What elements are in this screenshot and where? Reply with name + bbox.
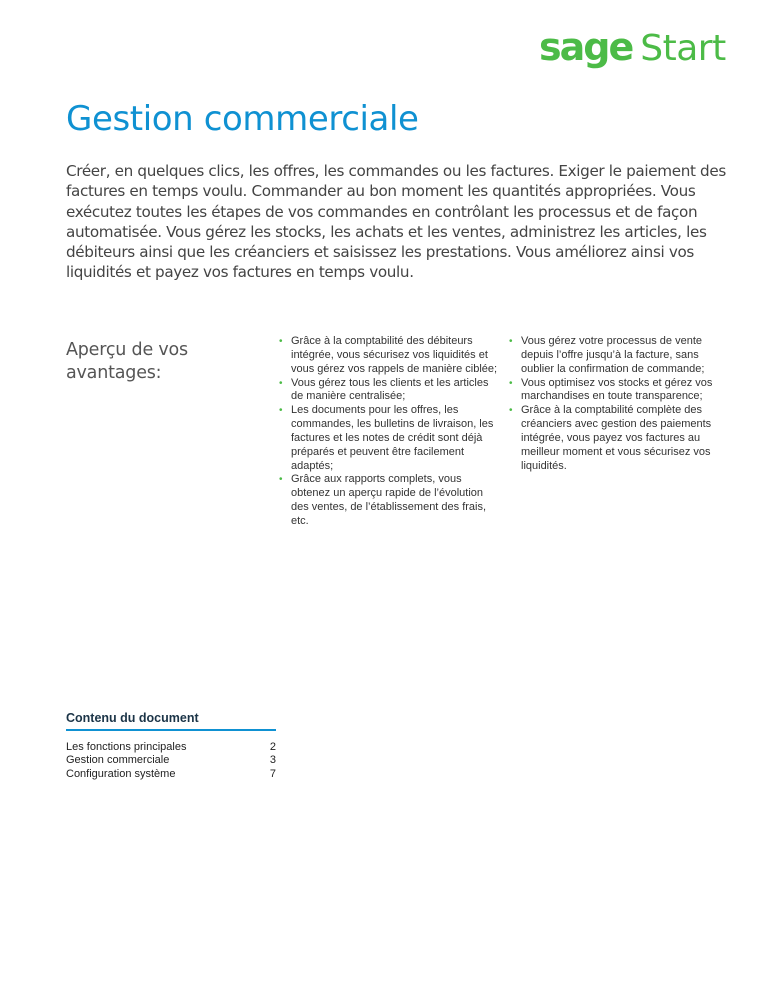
list-item-text: Vous optimisez vos stocks et gérez vos marchandises en toute transparence; bbox=[521, 376, 713, 403]
intro-paragraph: Créer, en quelques clics, les offres, les commandes ou les factures. Exiger le paiement des factures en temps voulu. Commander au bon moment les quantités appropriées. Vous exécutez toutes les étapes de vos commandes en contrôlant les processus et de façon automatisée. Vous gérez les stocks, les achats et les ventes, administrez les articles, les débiteurs ainsi que les créanciers et saisissez les prestations. Vous améliorez ainsi vos liquidités et payez vos factures en temps voulu. bbox=[66, 162, 726, 282]
toc-item-page: 2 bbox=[269, 741, 276, 753]
page-title: Gestion commerciale bbox=[66, 99, 419, 139]
list-item bbox=[277, 377, 502, 405]
bullet-icon: • bbox=[279, 405, 283, 417]
bullet-icon: • bbox=[509, 336, 513, 347]
toc-item-page: 3 bbox=[269, 754, 276, 767]
list-item bbox=[277, 473, 502, 528]
advantages-column-1 bbox=[277, 335, 502, 529]
list-item-text: Vous gérez tous les clients et les articles de manière centralisée; bbox=[291, 376, 489, 403]
toc-item[interactable] bbox=[66, 741, 276, 754]
list-item bbox=[507, 404, 732, 473]
list-item-text: Grâce aux rapports complets, vous obtenez un aperçu rapide de l’évolution des ventes, de l’établissement des frais, etc. bbox=[291, 473, 487, 527]
advantages-heading: Aperçu de vos avantages: bbox=[66, 340, 188, 383]
toc-list bbox=[66, 741, 276, 781]
list-item-text: Grâce à la comptabilité complète des créanciers avec gestion des paiements intégrée, vous payez vos factures au meilleur moment et vous sécurisez vos liquidités. bbox=[521, 404, 712, 472]
table-of-contents bbox=[66, 710, 276, 781]
toc-item[interactable] bbox=[66, 768, 276, 781]
logo-product: Start bbox=[640, 28, 726, 69]
list-item bbox=[277, 404, 502, 473]
bullet-icon: • bbox=[509, 377, 513, 389]
bullet-icon: • bbox=[279, 377, 283, 389]
toc-item-page: 7 bbox=[269, 767, 276, 780]
list-item bbox=[507, 335, 732, 377]
toc-item-label: Les fonctions principales bbox=[66, 741, 187, 753]
bullet-icon: • bbox=[279, 474, 283, 486]
list-item-text: Grâce à la comptabilité des débiteurs intégrée, vous sécurisez vos liquidités et vous gérez vos rappels de manière ciblée; bbox=[291, 335, 498, 375]
advantages-column-2 bbox=[507, 335, 732, 473]
logo-brand: sage bbox=[539, 25, 633, 69]
list-item-text: Vous gérez votre processus de vente depuis l’offre jusqu’à la facture, sans oublier la confirmation de commande; bbox=[521, 335, 705, 375]
bullet-icon: • bbox=[279, 336, 283, 347]
toc-heading: Contenu du document bbox=[66, 710, 276, 731]
bullet-icon: • bbox=[509, 405, 513, 417]
list-item-text: Les documents pour les offres, les commandes, les bulletins de livraison, les factures et les notes de crédit sont déjà préparés et peuvent être facilement adaptés; bbox=[291, 404, 494, 472]
toc-item-label: Configuration système bbox=[66, 767, 176, 780]
list-item bbox=[277, 335, 502, 377]
sage-start-logo bbox=[539, 22, 739, 72]
toc-item-label: Gestion commerciale bbox=[66, 754, 170, 767]
toc-item[interactable] bbox=[66, 754, 276, 767]
list-item bbox=[507, 377, 732, 405]
